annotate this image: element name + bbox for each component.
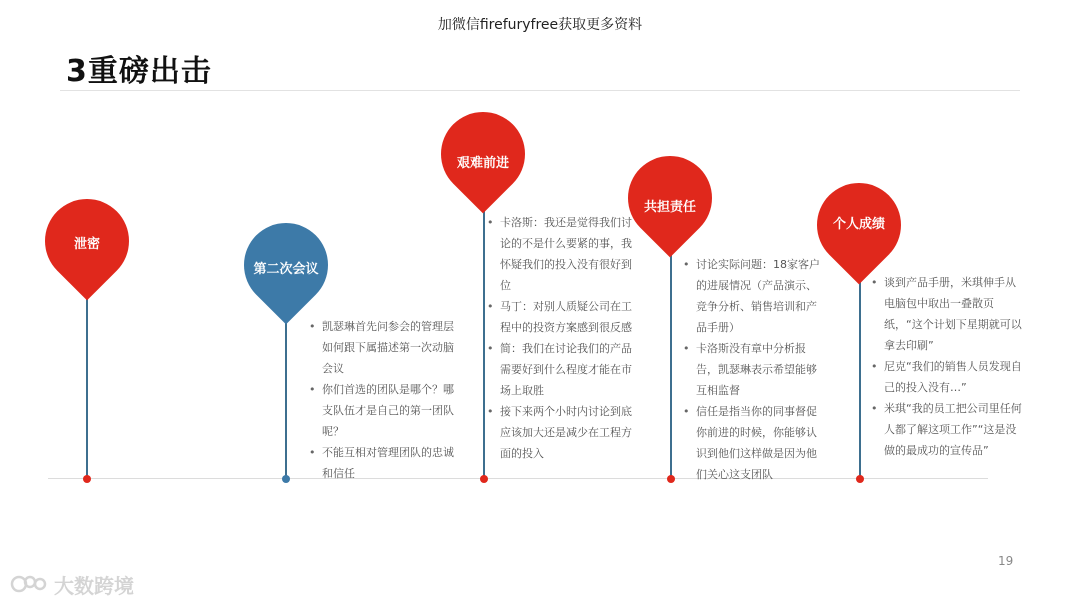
milestone-dot (480, 475, 488, 483)
milestone-stem (86, 296, 88, 479)
note-item: • 信任是指当你的同事督促你前进的时候，你能够认识到他们这样做是因为他们关心这支团队 (682, 401, 824, 485)
note-item: • 马丁：对别人质疑公司在工程中的投资方案感到很反感 (486, 296, 636, 338)
milestone-dot (282, 475, 290, 483)
milestone-notes (870, 272, 1022, 461)
slide-title: 3重磅出击 (66, 54, 212, 89)
note-item: • 尼克“我们的销售人员发现自己的投入没有…” (870, 356, 1022, 398)
milestone-dot (667, 475, 675, 483)
milestone-label: 个人成绩 (832, 217, 885, 232)
title-divider (60, 90, 1020, 91)
note-item: • 不能互相对管理团队的忠诚和信任 (308, 442, 458, 484)
milestone-label: 共担责任 (643, 200, 696, 215)
note-item: • 卡洛斯：我还是觉得我们讨论的不是什么要紧的事，我怀疑我们的投入没有很好到位 (486, 212, 636, 296)
watermark (10, 570, 134, 598)
top-note: 加微信firefuryfree获取更多资料 (437, 17, 643, 33)
milestone-stem (859, 282, 861, 479)
milestone-stem (670, 254, 672, 479)
note-item: • 你们首选的团队是哪个？哪支队伍才是自己的第一团队呢？ (308, 379, 458, 442)
page-number: 19 (998, 554, 1014, 568)
note-item: • 谈到产品手册，米琪伸手从电脑包中取出一叠散页纸，“这个计划下星期就可以拿去印刷” (870, 272, 1022, 356)
note-item: • 米琪“我的员工把公司里任何人都了解这项工作”“这是没做的最成功的宣传品” (870, 398, 1022, 461)
timeline-baseline (48, 478, 988, 479)
note-item: • 凯瑟琳首先问参会的管理层如何跟下属描述第一次动脑会议 (308, 316, 458, 379)
note-item: • 卡洛斯没有章中分析报告，凯瑟琳表示希望能够互相监督 (682, 338, 824, 401)
milestone-stem (483, 210, 485, 479)
milestone-label: 第二次会议 (253, 262, 319, 277)
milestone-label: 泄密 (73, 237, 100, 252)
milestone-notes (682, 254, 824, 485)
milestone-notes (308, 316, 458, 484)
watermark-text: 大数跨境 (54, 573, 134, 598)
note-item: • 讨论实际问题：18家客户的进展情况（产品演示、竞争分析、销售培训和产品手册） (682, 254, 824, 338)
milestone-dot (83, 475, 91, 483)
milestone-dot (856, 475, 864, 483)
milestone-label: 艰难前进 (456, 156, 509, 171)
note-item: • 简：我们在讨论我们的产品需要好到什么程度才能在市场上取胜 (486, 338, 636, 401)
milestone-stem (285, 318, 287, 479)
milestone-notes (486, 212, 636, 464)
note-item: • 接下来两个小时内讨论到底应该加大还是减少在工程方面的投入 (486, 401, 636, 464)
watermark-logo-icon (10, 572, 48, 596)
